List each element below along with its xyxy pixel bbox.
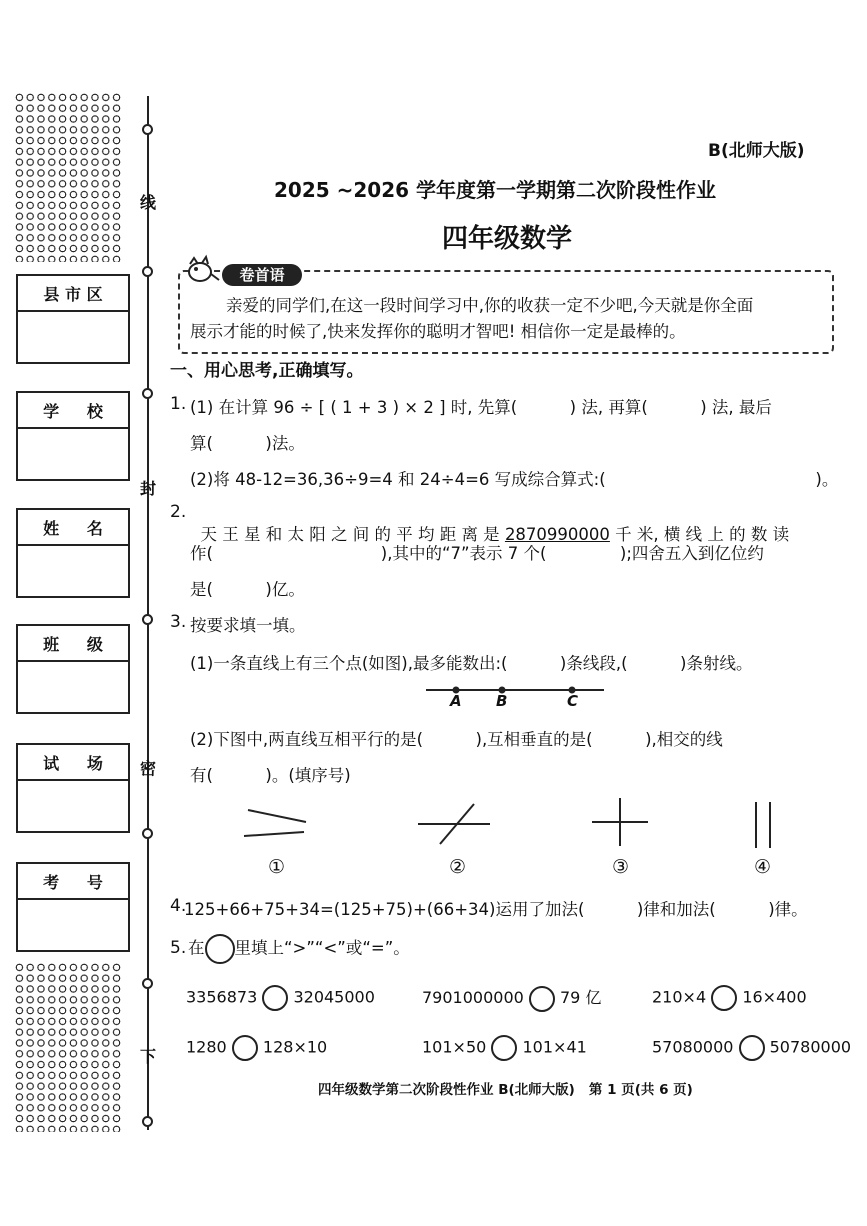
q2-line-3: 是( )亿。 [190, 580, 305, 599]
field-label: 姓 名 [43, 518, 103, 538]
compare-item-4 [186, 1035, 327, 1061]
compare-blank[interactable] [262, 985, 288, 1011]
binding-ring [142, 388, 153, 399]
figure-2-lines [418, 802, 492, 846]
field-exam-room[interactable] [16, 743, 130, 833]
q1-part-b-line: (2)将 48-12=36,36÷9=4 和 24÷4=6 写成综合算式:( )。 [190, 470, 839, 489]
field-label: 试 场 [43, 753, 103, 773]
q3-part-b-line-2: 有( )。(填序号) [190, 766, 351, 785]
point-label-a: A [450, 692, 462, 710]
page-title: 2025 ~2026 学年度第一学期第二次阶段性作业 [274, 178, 717, 202]
q2-line-1-pre: 天 王 星 和 太 阳 之 间 的 平 均 距 离 是 [200, 525, 505, 544]
field-county[interactable] [16, 274, 130, 364]
q5-instruction-pre: 在 [188, 938, 205, 958]
field-exam-number[interactable] [16, 862, 130, 952]
figure-label-4: ④ [754, 856, 772, 878]
dot-grid-bottom [14, 962, 122, 1132]
q1-number: 1. [170, 394, 187, 414]
field-name[interactable] [16, 508, 130, 598]
compare-circle-icon [205, 934, 235, 964]
field-label: 学 校 [43, 401, 103, 421]
compare-blank[interactable] [739, 1035, 765, 1061]
preface-line-2: 展示才能的时候了,快来发挥你的聪明才智吧! 相信你一定是最棒的。 [190, 322, 686, 341]
mascot-icon [186, 256, 220, 284]
binding-ring [142, 828, 153, 839]
compare-blank[interactable] [711, 985, 737, 1011]
q2-line-1 [190, 502, 789, 545]
compare-blank[interactable] [529, 986, 555, 1012]
binding-char-down: 下 [139, 1047, 156, 1066]
q3-number: 3. [170, 612, 187, 632]
preface-badge-label: 卷首语 [239, 266, 285, 284]
compare-left: 57080000 [652, 1037, 734, 1057]
binding-char-secret: 密 [139, 759, 156, 778]
q2-number: 2. [170, 502, 187, 522]
figure-label-1: ① [268, 856, 286, 878]
binding-ring [142, 124, 153, 135]
compare-left: 101×50 [422, 1037, 487, 1057]
q4-line: 125+66+75+34=(125+75)+(66+34)运用了加法( )律和加法( )律。 [184, 900, 808, 919]
q2-line-1-post: 千 米, 横 线 上 的 数 读 [609, 525, 790, 544]
binding-line [147, 96, 149, 1130]
q3-part-b-line-1: (2)下图中,两直线互相平行的是( ),互相垂直的是( ),相交的线 [190, 730, 723, 749]
field-label: 班 级 [43, 634, 103, 654]
point-label-c: C [567, 692, 579, 710]
binding-ring [142, 614, 153, 625]
compare-left: 7901000000 [422, 988, 524, 1007]
compare-right: 128×10 [262, 1037, 328, 1057]
q2-distance-number: 2870990000 [504, 525, 610, 544]
figure-4-lines [752, 802, 778, 850]
compare-right: 50780000 [769, 1037, 852, 1057]
compare-right: 32045000 [293, 987, 375, 1007]
point-label-b: B [496, 692, 508, 710]
compare-blank[interactable] [491, 1035, 517, 1061]
compare-item-6 [652, 1035, 851, 1061]
preface-badge [222, 264, 302, 286]
compare-item-1 [186, 985, 375, 1011]
binding-ring [142, 978, 153, 989]
compare-left: 3356873 [186, 987, 258, 1007]
section-heading: 一、用心思考,正确填写。 [170, 361, 364, 381]
subject-title: 四年级数学 [442, 224, 573, 254]
q5-number: 5. [170, 938, 187, 958]
q2-line-2: 作( ),其中的“7”表示 7 个( );四舍五入到亿位约 [190, 544, 764, 563]
binding-char-line: 线 [139, 193, 156, 212]
figure-1-lines [244, 806, 308, 842]
compare-left: 1280 [186, 1037, 227, 1057]
compare-item-2 [422, 985, 601, 1012]
compare-item-5 [422, 1035, 587, 1061]
figure-label-3: ③ [612, 856, 630, 878]
compare-left: 210×4 [652, 987, 707, 1007]
compare-blank[interactable] [232, 1035, 258, 1061]
compare-right: 16×400 [742, 987, 807, 1007]
binding-char-seal: 封 [139, 479, 156, 498]
preface-line-1: 亲爱的同学们,在这一段时间学习中,你的收获一定不少吧,今天就是你全面 [226, 296, 754, 315]
q5-instruction [188, 934, 410, 964]
q1-part-a-line-2: 算( )法。 [190, 434, 305, 453]
field-label: 考 号 [43, 872, 103, 892]
binding-ring [142, 1116, 153, 1127]
binding-ring [142, 266, 153, 277]
q4-number: 4. [170, 896, 187, 916]
field-class[interactable] [16, 624, 130, 714]
figure-label-2: ② [449, 856, 467, 878]
q5-instruction-post: 里填上“>”“<”或“=”。 [234, 938, 410, 958]
q3-heading: 按要求填一填。 [190, 616, 306, 635]
figure-3-lines [590, 798, 650, 848]
dot-grid-top [14, 92, 122, 262]
q1-part-a-line-1: (1) 在计算 96 ÷ [ ( 1 + 3 ) × 2 ] 时, 先算( ) 法, 再算( ) 法, 最后 [190, 398, 772, 417]
compare-right: 79 亿 [559, 988, 602, 1007]
edition-label: B(北师大版) [708, 141, 805, 161]
compare-item-3 [652, 985, 807, 1011]
q3-part-a-line: (1)一条直线上有三个点(如图),最多能数出:( )条线段,( )条射线。 [190, 654, 753, 673]
field-label: 县 市 区 [43, 284, 103, 304]
field-school[interactable] [16, 391, 130, 481]
page-footer: 四年级数学第二次阶段性作业 B(北师大版) 第 1 页(共 6 页) [318, 1082, 693, 1098]
compare-right: 101×41 [522, 1037, 587, 1057]
